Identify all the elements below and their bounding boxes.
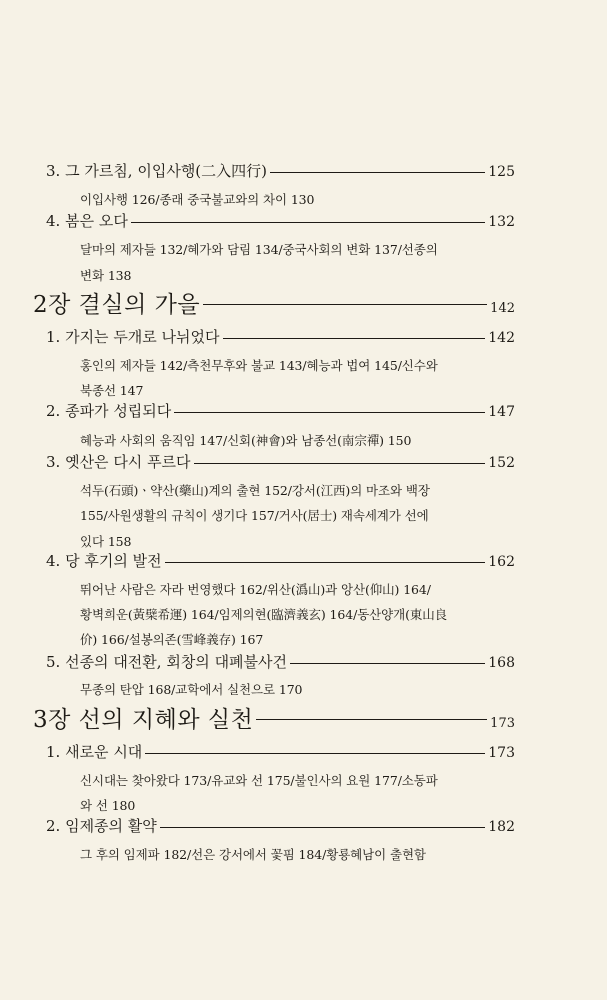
chapter-title: 2장 결실의 가을 [33,292,201,318]
leader-line [131,222,485,223]
toc-entry-title: 5. 선종의 대전환, 회창의 대폐불사건 [46,653,288,671]
toc-entry[interactable] [0,451,607,472]
leader-line [145,753,485,754]
toc-entry-description: 석두(石頭)ㆍ약산(藥山)계의 출현 152/강서(江西)의 마조와 백장 [80,483,430,498]
toc-page-number: 162 [488,554,515,570]
toc-entry-description: 달마의 제자들 132/혜가와 담림 134/중국사회의 변화 137/선종의 [80,242,438,257]
toc-entry-description: 북종선 147 [80,383,144,398]
leader-line [174,412,485,413]
leader-line [194,463,486,464]
chapter-heading[interactable] [0,286,607,319]
toc-entry[interactable] [0,550,607,571]
toc-entry[interactable] [0,160,607,181]
toc-entry-title: 1. 가지는 두개로 나뉘었다 [46,328,220,346]
toc-page-number: 147 [488,404,515,420]
toc-entry-description: 혜능과 사회의 움직임 147/신회(神會)와 남종선(南宗禪) 150 [80,433,412,448]
toc-entry[interactable] [0,210,607,231]
toc-entry-title: 2. 임제종의 활약 [46,817,157,835]
toc-entry-description: 뛰어난 사람은 자라 번영했다 162/위산(潙山)과 앙산(仰山) 164/ [80,582,431,597]
toc-entry-description: 변화 138 [80,268,132,283]
toc-entry-title: 4. 봄은 오다 [46,212,128,230]
toc-page-number: 132 [488,214,515,230]
toc-entry-description: 그 후의 임제파 182/선은 강서에서 꽃핌 184/황룡혜남이 출현함 [80,847,426,862]
chapter-title: 3장 선의 지혜와 실천 [33,707,254,733]
toc-page-number: 152 [488,455,515,471]
chapter-page-number: 173 [490,716,515,731]
leader-line [165,562,486,563]
toc-entry-description: 와 선 180 [80,798,136,813]
toc-entry-description: 이입사행 126/종래 중국불교와의 차이 130 [80,192,315,207]
leader-line [256,719,487,720]
toc-entry-description: 155/사원생활의 규칙이 생기다 157/거사(居士) 재속세계가 선에 [80,508,429,523]
toc-entry[interactable] [0,400,607,421]
toc-page-number: 125 [488,164,515,180]
toc-entry[interactable] [0,326,607,347]
toc-entry[interactable] [0,651,607,672]
leader-line [290,663,485,664]
toc-entry-description: 무종의 탄압 168/교학에서 실천으로 170 [80,682,303,697]
toc-entry-description: 홍인의 제자들 142/측천무후와 불교 143/혜능과 법여 145/신수와 [80,358,438,373]
chapter-heading[interactable] [0,701,607,734]
toc-page-number: 142 [488,330,515,346]
leader-line [223,338,486,339]
chapter-page-number: 142 [490,301,515,316]
toc-entry-title: 3. 그 가르침, 이입사행(二入四行) [46,162,268,180]
leader-line [203,304,487,305]
toc-entry-description: 황벽희운(黃檗希運) 164/임제의현(臨濟義玄) 164/동산양개(東山良 [80,607,448,622]
toc-entry-description: 신시대는 찾아왔다 173/유교와 선 175/불인사의 요원 177/소동파 [80,773,438,788]
toc-entry-title: 2. 종파가 성립되다 [46,402,172,420]
leader-line [160,827,485,828]
toc-entry-description: 있다 158 [80,534,132,549]
toc-entry[interactable] [0,741,607,762]
toc-entry-description: 价) 166/설봉의존(雪峰義存) 167 [80,632,264,647]
toc-entry-title: 4. 당 후기의 발전 [46,552,162,570]
toc-entry-title: 1. 새로운 시대 [46,743,143,761]
toc-entry-title: 3. 옛산은 다시 푸르다 [46,453,191,471]
toc-page-number: 168 [488,655,515,671]
toc-page-number: 173 [488,745,515,761]
leader-line [270,172,485,173]
toc-entry[interactable] [0,815,607,836]
toc-page-number: 182 [488,819,515,835]
